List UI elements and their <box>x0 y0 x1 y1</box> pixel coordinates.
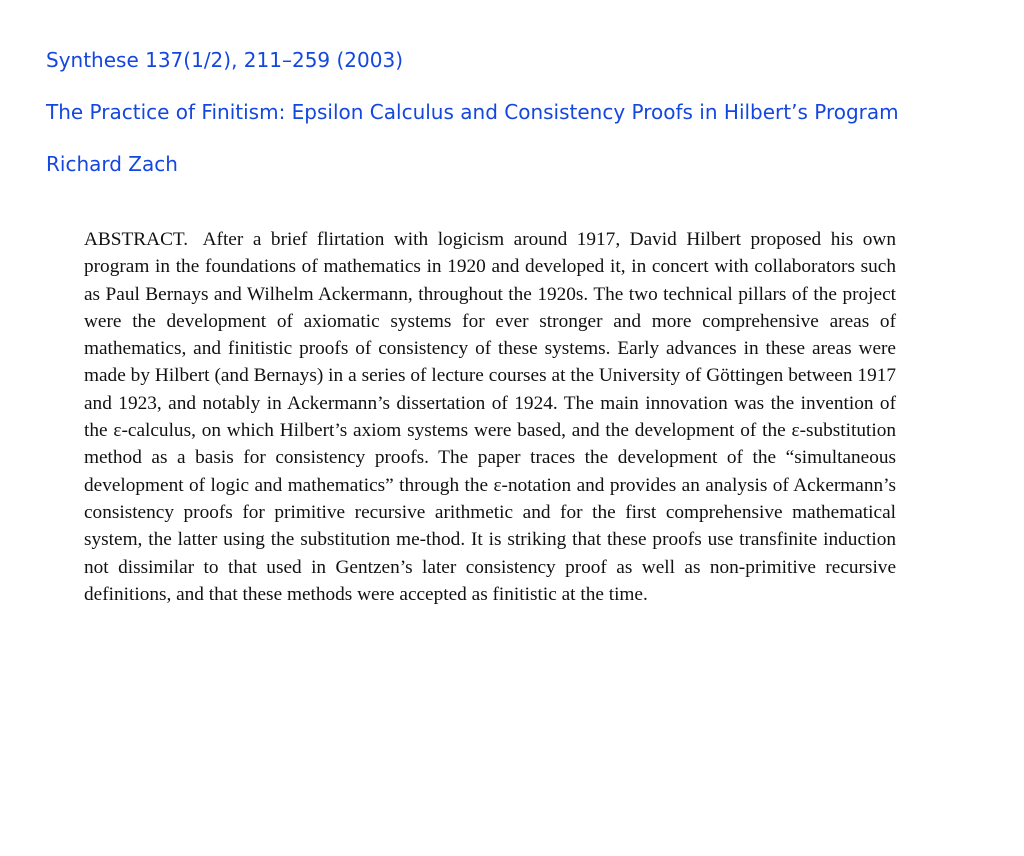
paper-title-link[interactable]: The Practice of Finitism: Epsilon Calculus and Consistency Proofs in Hilbert’s Program <box>46 100 899 124</box>
paper-header <box>46 46 1006 178</box>
abstract-label: ABSTRACT. <box>84 229 189 250</box>
abstract <box>84 226 896 608</box>
abstract-text: After a brief flirtation with logicism around 1917, David Hilbert proposed his own program in the foundations of mathematics in 1920 and developed it, in concert with collaborators such as Paul Bernays and Wilhelm Ackermann, throughout the 1920s. The two technical pillars of the project were the development of axiomatic systems for ever stronger and more comprehensive areas of mathematics, and finitistic proofs of consistency of these systems. Early advances in these areas were made by Hilbert (and Bernays) in a series of lecture courses at the University of Göttingen between 1917 and 1923, and notably in Ackermann’s dissertation of 1924. The main innovation was the invention of the ε-calculus, on which Hilbert’s axiom systems were based, and the development of the ε-substitution method as a basis for consistency proofs. The paper traces the development of the “simultaneous development of logic and mathematics” through the ε-notation and provides an analysis of Ackermann’s consistency proofs for primitive recursive arithmetic and for the first comprehensive mathematical system, the latter using the substitution me-thod. It is striking that these proofs use transfinite induction not dissimilar to that used in Gentzen’s later consistency proof as well as non-primitive recursive definitions, and that these methods were accepted as finitistic at the time. <box>84 229 896 605</box>
journal-citation-link[interactable]: Synthese 137(1/2), 211–259 (2003) <box>46 48 404 72</box>
author-link[interactable]: Richard Zach <box>46 152 178 176</box>
